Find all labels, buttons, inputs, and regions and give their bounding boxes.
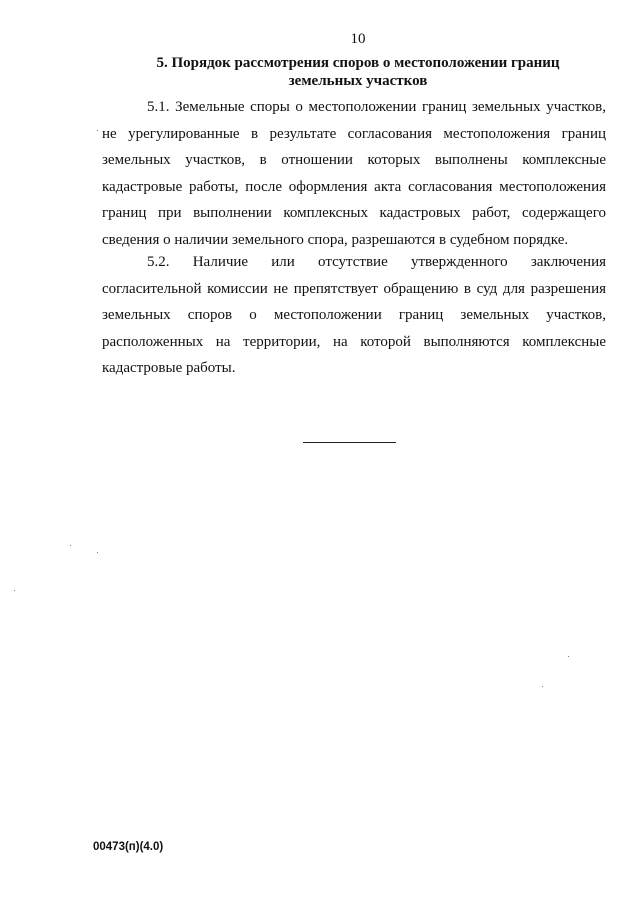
paragraph-line: сведения о наличии земельного спора, разрешаются в судебном порядке. <box>102 231 569 248</box>
paragraph-line: согласительной комиссии не препятствует обращению в суд для разрешения <box>102 280 606 297</box>
paragraph-line: кадастровые работы, после оформления акта согласования местоположения <box>102 178 606 195</box>
paragraph-line: расположенных на территории, на которой выполняются комплексные <box>102 333 606 350</box>
paragraph-5-1 <box>102 94 606 253</box>
footer-document-code: 00473(п)(4.0) <box>93 841 164 853</box>
scan-speck <box>542 686 543 687</box>
paragraph-line: кадастровые работы. <box>102 360 236 376</box>
paragraph-line: границ при выполнении комплексных кадастровых работ, содержащего <box>102 205 606 221</box>
scan-speck <box>568 656 569 657</box>
page-number: 10 <box>350 31 366 47</box>
section-title-line-1: 5. Порядок рассмотрения споров о местоположении границ <box>156 55 560 71</box>
paragraph-line: земельных участков, в отношении которых выполнены комплексные <box>102 152 606 168</box>
scan-speck <box>14 590 15 591</box>
scan-speck <box>97 552 98 553</box>
paragraph-line: 5.1. Земельные споры о местоположении границ земельных участков, <box>147 99 606 115</box>
section-title-line-2: земельных участков <box>288 73 428 89</box>
paragraph-line: 5.2. Наличие или отсутствие утвержденного заключения <box>147 254 606 270</box>
scan-speck <box>70 545 71 546</box>
section-title <box>100 54 616 90</box>
paragraph-line: не урегулированные в результате согласования местоположения границ <box>102 125 606 142</box>
scan-speck <box>97 130 98 131</box>
end-divider <box>303 442 396 443</box>
paragraph-5-2 <box>102 249 606 382</box>
paragraph-line: земельных споров о местоположении границ земельных участков, <box>102 307 606 323</box>
